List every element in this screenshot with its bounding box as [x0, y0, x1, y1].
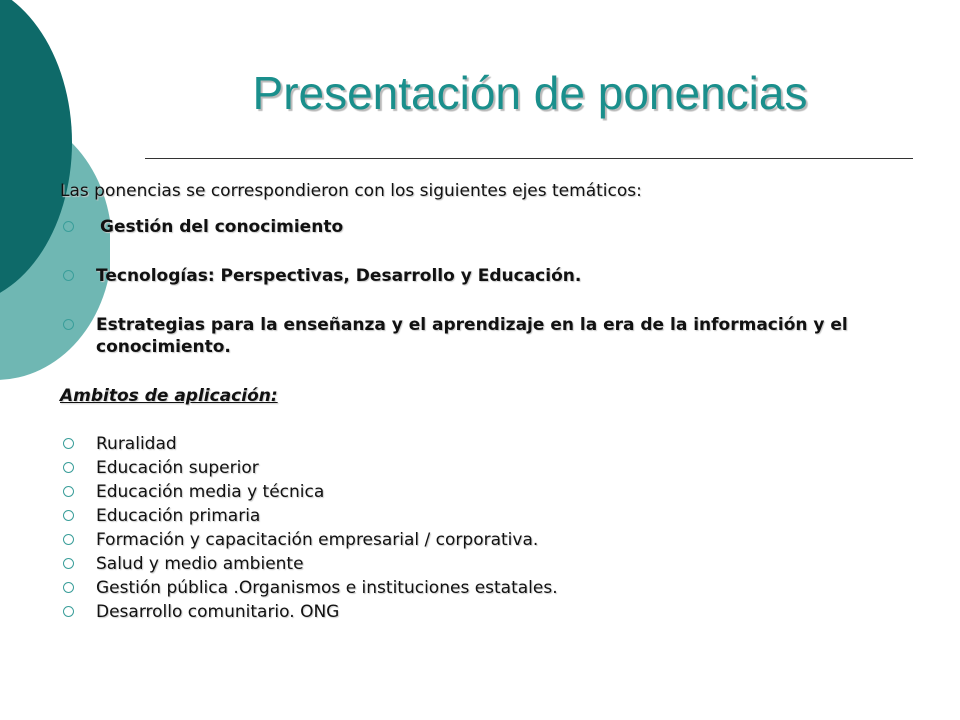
circle-bullet-icon: [63, 534, 74, 545]
intro-text: Las ponencias se correspondieron con los siguientes ejes temáticos:: [60, 181, 642, 201]
list-item: [60, 433, 880, 455]
list-item-label: Desarrollo comunitario. ONG: [96, 602, 340, 622]
scope-heading: Ambitos de aplicación:: [60, 386, 278, 406]
list-item-label: Tecnologías: Perspectivas, Desarrollo y Educación.: [96, 266, 582, 286]
list-item: [60, 481, 880, 503]
circle-bullet-icon: [63, 558, 74, 569]
list-item-label: Educación superior: [96, 458, 259, 478]
list-item: [60, 314, 880, 358]
list-item-label: Formación y capacitación empresarial / corporativa.: [96, 530, 539, 550]
circle-bullet-icon: [63, 606, 74, 617]
circle-bullet-icon: [63, 486, 74, 497]
list-item-label: Gestión pública .Organismos e instituciones estatales.: [96, 578, 558, 598]
list-item: [60, 457, 880, 479]
list-item-label: Estrategias para la enseñanza y el aprendizaje en la era de la información y el conocimiento.: [96, 315, 848, 357]
list-item-label: Educación media y técnica: [96, 482, 325, 502]
list-item: [60, 265, 880, 287]
application-scopes-list: [60, 433, 880, 623]
circle-bullet-icon: [63, 510, 74, 521]
slide-title: Presentación de ponencias: [252, 67, 808, 119]
list-item-label: Educación primaria: [96, 506, 261, 526]
list-item-label: Ruralidad: [96, 434, 177, 454]
circle-bullet-icon: [63, 319, 74, 330]
list-item: [60, 553, 880, 575]
circle-bullet-icon: [63, 221, 74, 232]
circle-bullet-icon: [63, 438, 74, 449]
circle-bullet-icon: [63, 582, 74, 593]
list-item: [60, 601, 880, 623]
circle-bullet-icon: [63, 462, 74, 473]
slide-body: [60, 180, 880, 625]
list-item: [60, 216, 880, 238]
circle-bullet-icon: [63, 270, 74, 281]
list-item-label: Salud y medio ambiente: [96, 554, 304, 574]
title-divider: [145, 158, 913, 159]
list-item: [60, 529, 880, 551]
list-item: [60, 505, 880, 527]
thematic-axes-list: [60, 216, 880, 358]
list-item-label: Gestión del conocimiento: [100, 217, 344, 237]
list-item: [60, 577, 880, 599]
